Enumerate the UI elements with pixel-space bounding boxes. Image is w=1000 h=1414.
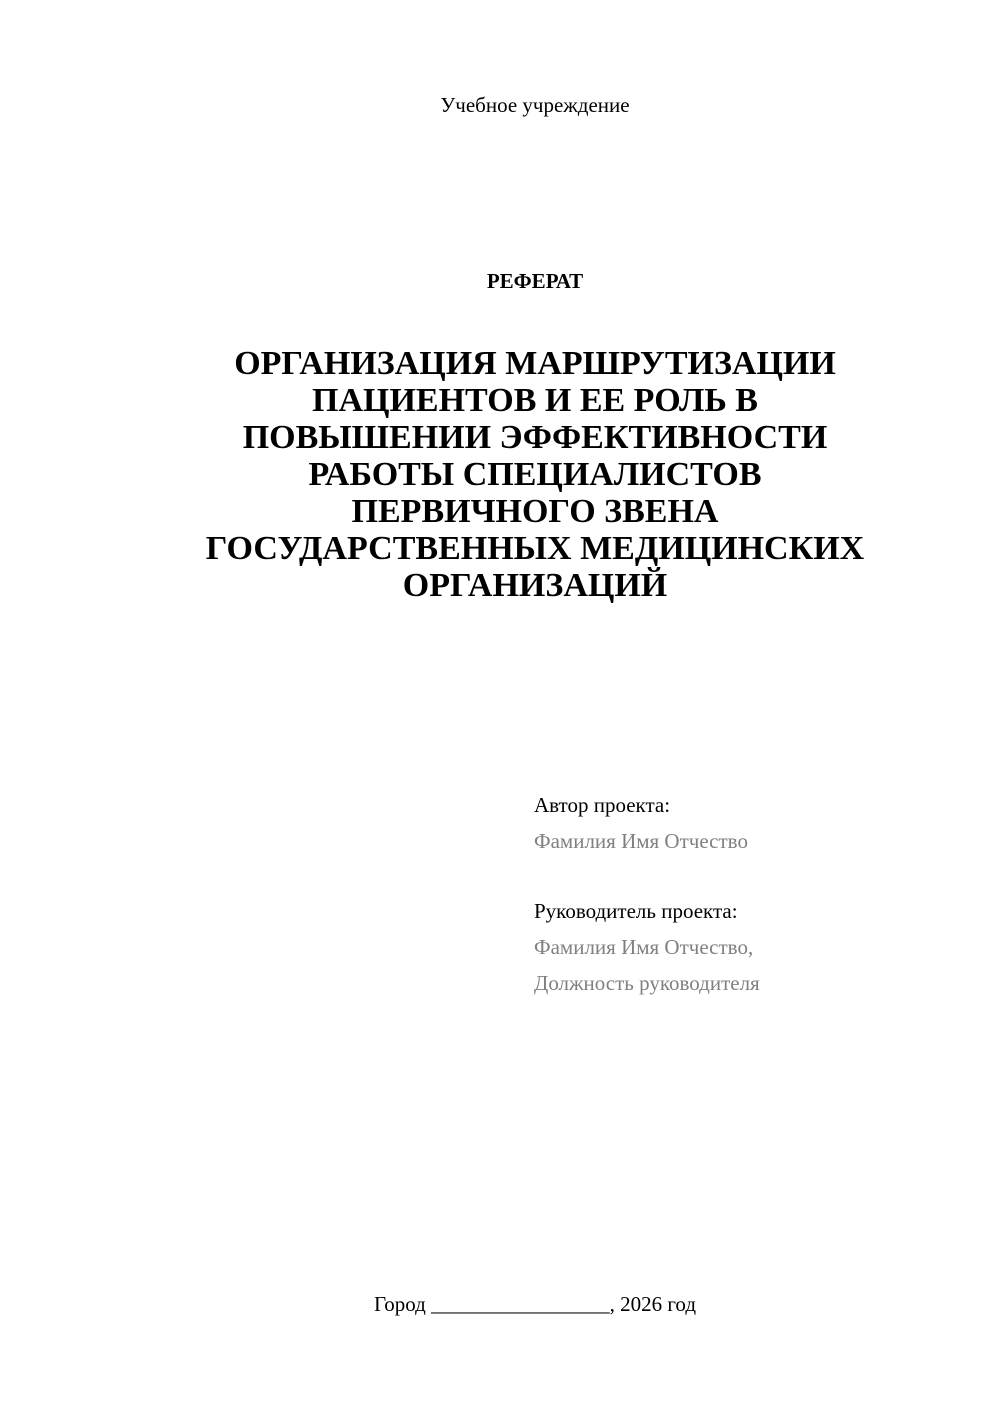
title-line: ОРГАНИЗАЦИЙ bbox=[402, 567, 668, 604]
title-line: ГОСУДАРСТВЕННЫХ МЕДИЦИНСКИХ bbox=[205, 530, 865, 567]
supervisor-block bbox=[534, 893, 974, 1001]
author-block bbox=[534, 787, 974, 859]
institution-name: Учебное учреждение bbox=[440, 93, 630, 117]
city-year-line: Город _________________, 2026 год bbox=[373, 1292, 697, 1316]
supervisor-position: Должность руководителя bbox=[534, 971, 760, 995]
credits-block bbox=[534, 787, 974, 1001]
title-line: ПАЦИЕНТОВ И ЕЕ РОЛЬ В bbox=[312, 382, 758, 419]
author-name: Фамилия Имя Отчество bbox=[534, 829, 748, 853]
author-label: Автор проекта: bbox=[534, 793, 671, 817]
title-line: ОРГАНИЗАЦИЯ МАРШРУТИЗАЦИИ bbox=[234, 345, 836, 382]
title-line: РАБОТЫ СПЕЦИАЛИСТОВ bbox=[308, 456, 762, 493]
supervisor-label: Руководитель проекта: bbox=[534, 899, 738, 923]
title-line: ПЕРВИЧНОГО ЗВЕНА bbox=[351, 493, 719, 530]
document-type: РЕФЕРАТ bbox=[486, 269, 584, 293]
document-title bbox=[110, 345, 960, 604]
supervisor-name: Фамилия Имя Отчество, bbox=[534, 935, 754, 959]
title-line: ПОВЫШЕНИИ ЭФФЕКТИВНОСТИ bbox=[242, 419, 828, 456]
